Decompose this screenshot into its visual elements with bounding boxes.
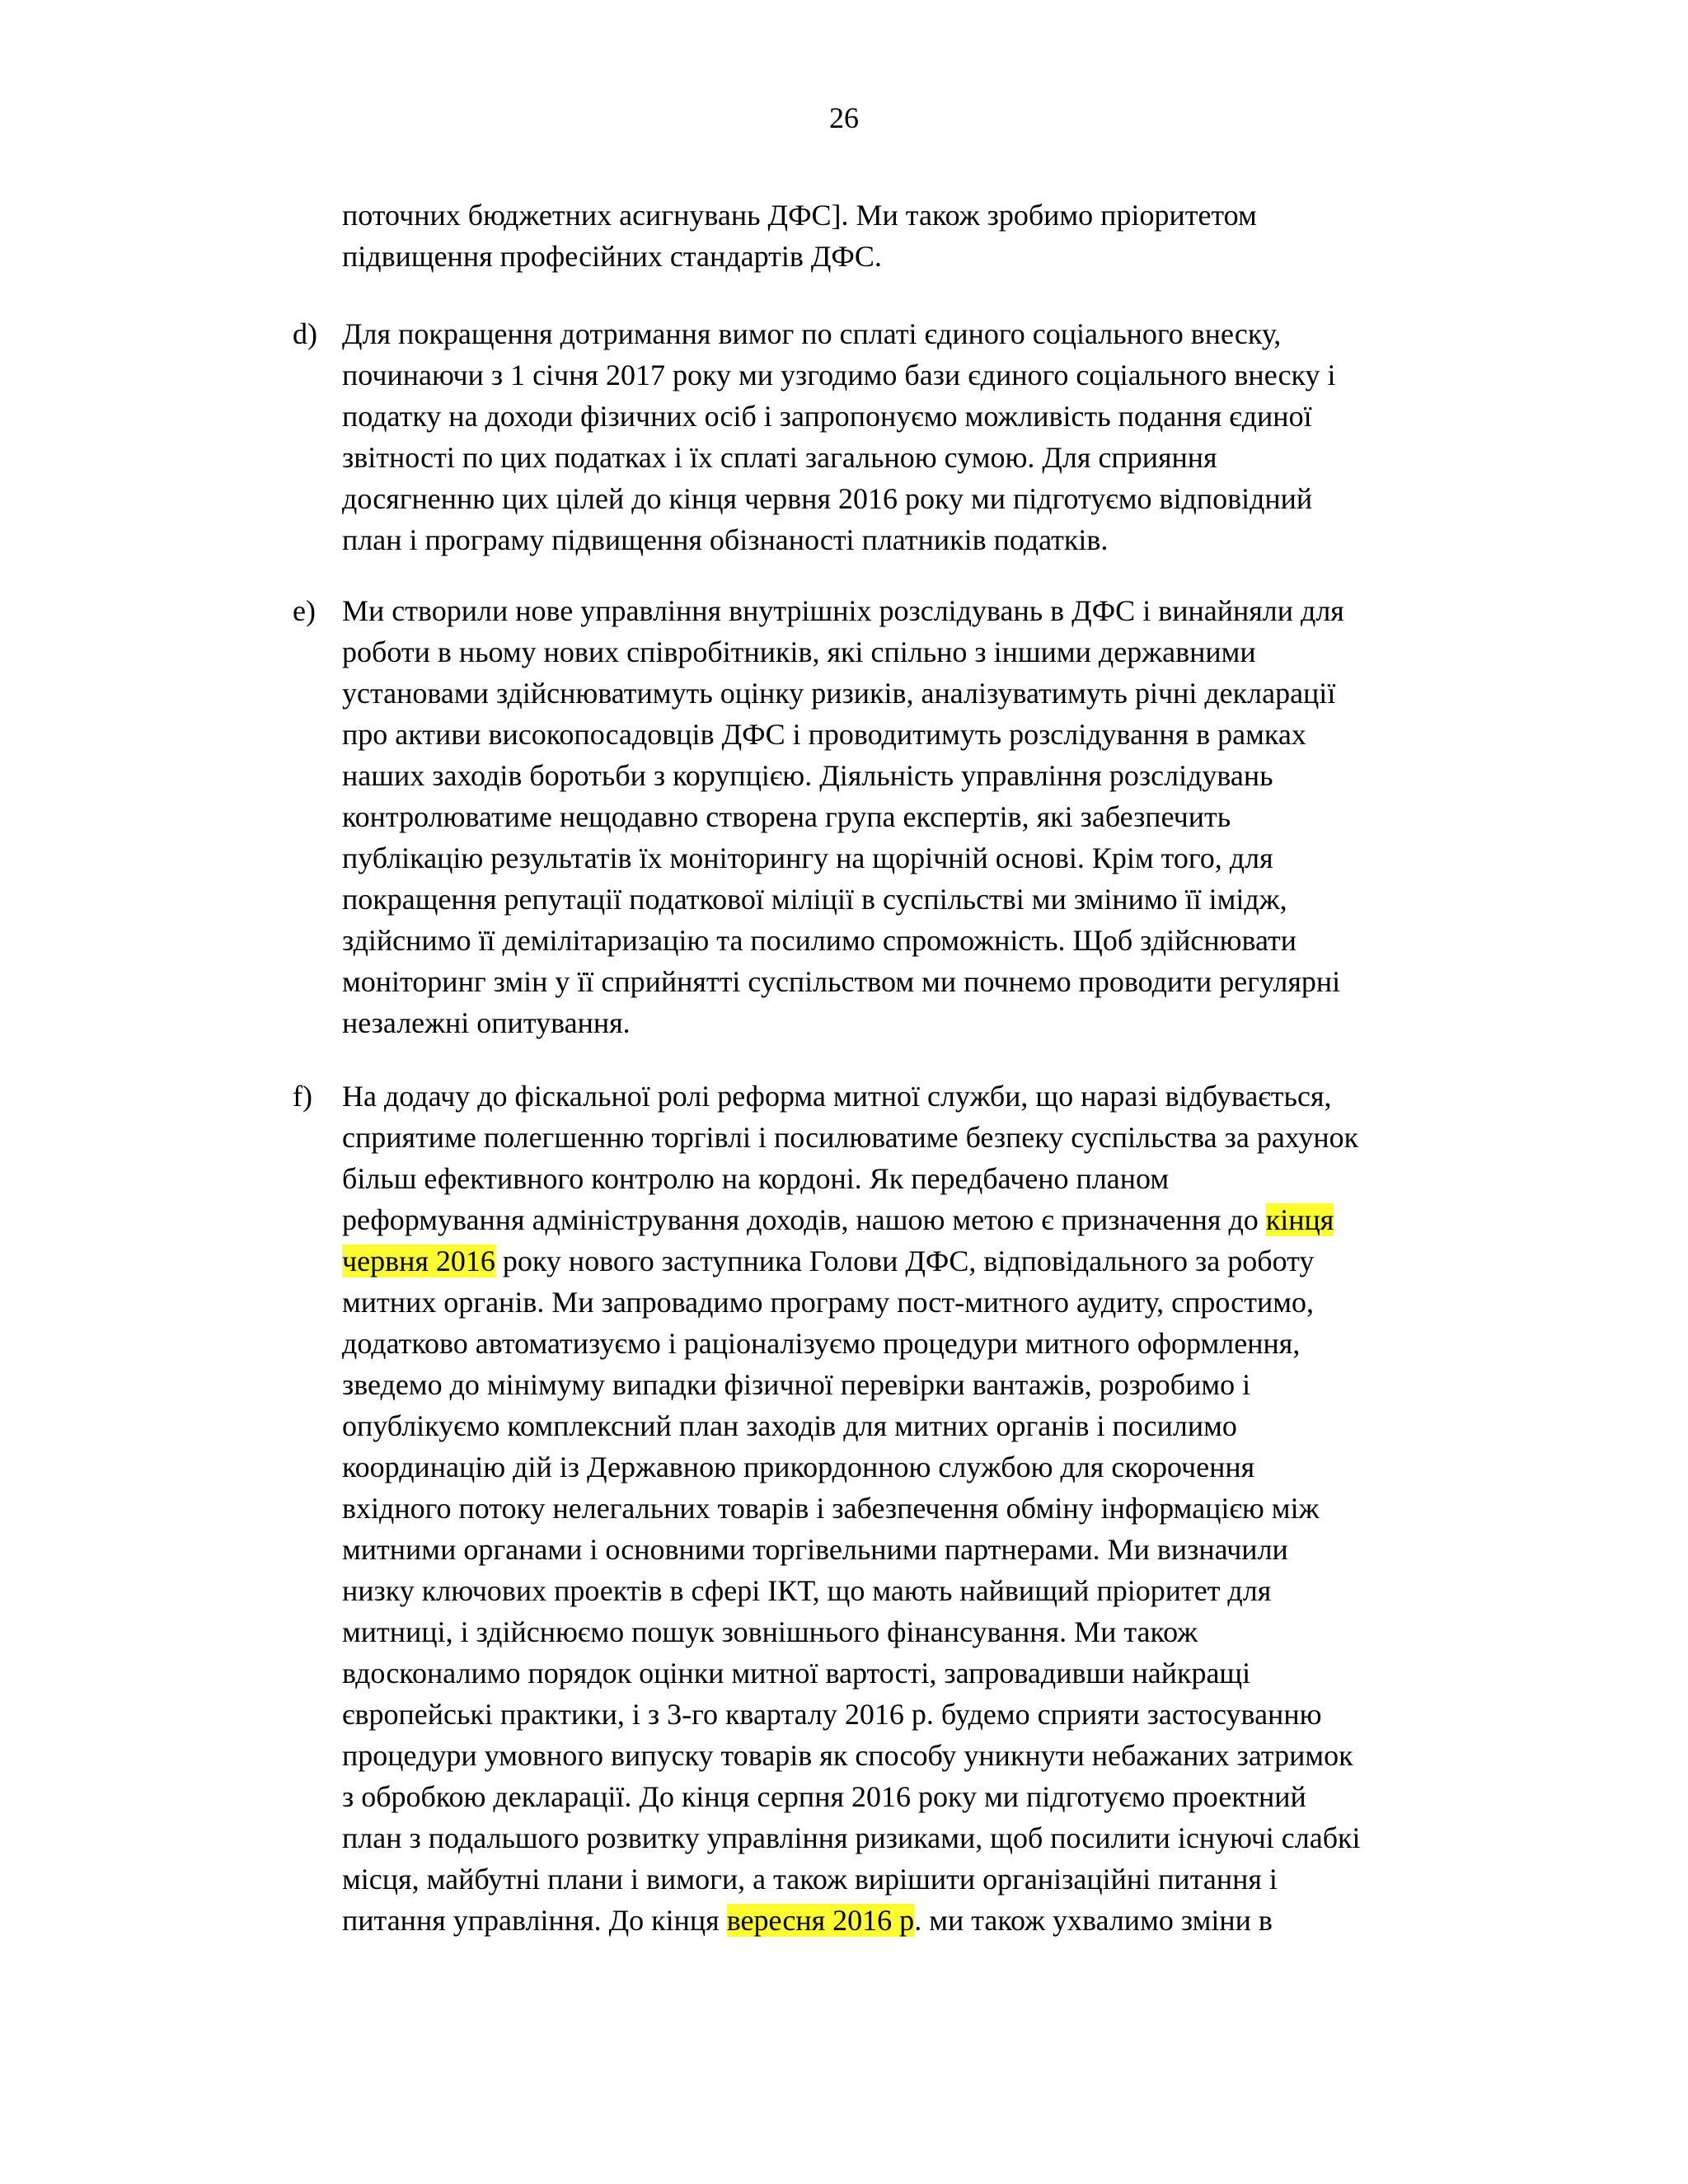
text-line: місця, майбутні плани і вимоги, а також вирішити організаційні питання і bbox=[342, 1863, 1278, 1896]
text-line: митними органами і основними торгівельними партнерами. Ми визначили bbox=[342, 1533, 1288, 1566]
text-line: більш ефективного контролю на кордоні. Як передбачено планом bbox=[342, 1162, 1170, 1195]
text-line: процедури умовного випуску товарів як способу уникнути небажаних затримок bbox=[342, 1739, 1353, 1772]
paragraph-f bbox=[293, 1076, 1496, 1941]
text-line: підвищення професійних стандартів ДФС. bbox=[342, 240, 882, 273]
paragraph-e bbox=[293, 590, 1496, 1043]
text-line: роботи в ньому нових співробітників, які спільно з іншими державними bbox=[342, 635, 1256, 668]
text-line: Ми створили нове управління внутрішніх розслідувань в ДФС і винайняли для bbox=[342, 594, 1344, 627]
text-line bbox=[342, 1240, 1496, 1282]
text-line: податку на доходи фізичних осіб і запропонуємо можливість подання єдиної bbox=[342, 400, 1312, 433]
text-line: контролюватиме нещодавно створена група експертів, які забезпечить bbox=[342, 800, 1231, 833]
text-line: план і програму підвищення обізнаності платників податків. bbox=[342, 523, 1109, 556]
text-line: покращення репутації податкової міліції в суспільстві ми змінимо її імідж, bbox=[342, 883, 1287, 916]
text-line: моніторинг змін у її сприйнятті суспільством ми почнемо проводити регулярні bbox=[342, 965, 1341, 998]
text-line: опублікуємо комплексний план заходів для митних органів і посилимо bbox=[342, 1409, 1237, 1442]
highlighted-text: червня 2016 bbox=[342, 1244, 495, 1277]
text-line: з обробкою декларації. До кінця серпня 2016 року ми підготуємо проектний bbox=[342, 1780, 1306, 1813]
text-line: досягненню цих цілей до кінця червня 2016 року ми підготуємо відповідний bbox=[342, 482, 1313, 515]
text-segment: . ми також ухвалимо зміни в bbox=[914, 1904, 1273, 1937]
paragraph-body bbox=[342, 590, 1496, 1043]
text-line: зведемо до мінімуму випадки фізичної перевірки вантажів, розробимо і bbox=[342, 1368, 1251, 1401]
text-line: наших заходів боротьби з корупцією. Діяльність управління розслідувань bbox=[342, 759, 1273, 792]
text-line: вхідного потоку нелегальних товарів і забезпечення обміну інформацією між bbox=[342, 1492, 1320, 1525]
text-line: сприятиме полегшенню торгівлі і посилюватиме безпеку суспільства за рахунок bbox=[342, 1121, 1359, 1154]
text-line: європейські практики, і з 3-го кварталу 2016 р. будемо сприяти застосуванню bbox=[342, 1698, 1322, 1731]
text-line: вдосконалимо порядок оцінки митної вартості, запровадивши найкращі bbox=[342, 1657, 1251, 1690]
text-segment: питання управління. До кінця bbox=[342, 1904, 727, 1937]
text-line: незалежні опитування. bbox=[342, 1006, 631, 1039]
text-line: план з подальшого розвитку управління ризиками, щоб посилити існуючі слабкі bbox=[342, 1821, 1361, 1854]
text-line: установами здійснюватимуть оцінку ризиків, аналізуватимуть річні декларації bbox=[342, 677, 1336, 710]
text-line: митниці, і здійснюємо пошук зовнішнього фінансування. Ми також bbox=[342, 1615, 1198, 1648]
text-line: На додачу до фіскальної ролі реформа митної служби, що наразі відбувається, bbox=[342, 1080, 1332, 1113]
text-line: звітності по цих податках і їх сплаті загальною сумою. Для сприяння bbox=[342, 441, 1217, 474]
continuation-paragraph bbox=[342, 194, 1496, 277]
text-segment: року нового заступника Голови ДФС, відповідального за роботу bbox=[495, 1244, 1315, 1277]
list-label: d) bbox=[293, 317, 317, 350]
text-line: публікацію результатів їх моніторингу на щорічній основі. Крім того, для bbox=[342, 841, 1273, 874]
highlighted-text: кінця bbox=[1265, 1203, 1334, 1236]
text-line: координацію дій із Державною прикордонною службою для скорочення bbox=[342, 1451, 1255, 1483]
text-line: поточних бюджетних асигнувань ДФС]. Ми також зробимо пріоритетом bbox=[342, 199, 1257, 232]
text-line: про активи високопосадовців ДФС і проводитимуть розслідування в рамках bbox=[342, 718, 1306, 751]
text-line: митних органів. Ми запровадимо програму пост-митного аудиту, спростимо, bbox=[342, 1286, 1315, 1319]
paragraph-d bbox=[293, 313, 1496, 560]
highlighted-text: вересня 2016 р bbox=[726, 1904, 915, 1937]
text-line: Для покращення дотримання вимог по сплаті єдиного соціального внеску, bbox=[342, 317, 1282, 350]
list-label: e) bbox=[293, 594, 316, 627]
text-line: починаючи з 1 січня 2017 року ми узгодимо бази єдиного соціального внеску і bbox=[342, 359, 1336, 391]
paragraph-body bbox=[342, 313, 1496, 560]
page-number: 26 bbox=[829, 101, 859, 134]
text-line bbox=[342, 1199, 1496, 1240]
text-segment: реформування адміністрування доходів, нашою метою є призначення до bbox=[342, 1203, 1266, 1236]
list-label: f) bbox=[293, 1080, 312, 1113]
text-line: низку ключових проектів в сфері ІКТ, що мають найвищий пріоритет для bbox=[342, 1574, 1272, 1607]
text-line: здійснимо її демілітаризацію та посилимо спроможність. Щоб здійснювати bbox=[342, 924, 1297, 957]
text-line: додатково автоматизуємо і раціоналізуємо процедури митного оформлення, bbox=[342, 1327, 1301, 1360]
paragraph-body bbox=[342, 1076, 1496, 1941]
text-line bbox=[342, 1900, 1496, 1941]
